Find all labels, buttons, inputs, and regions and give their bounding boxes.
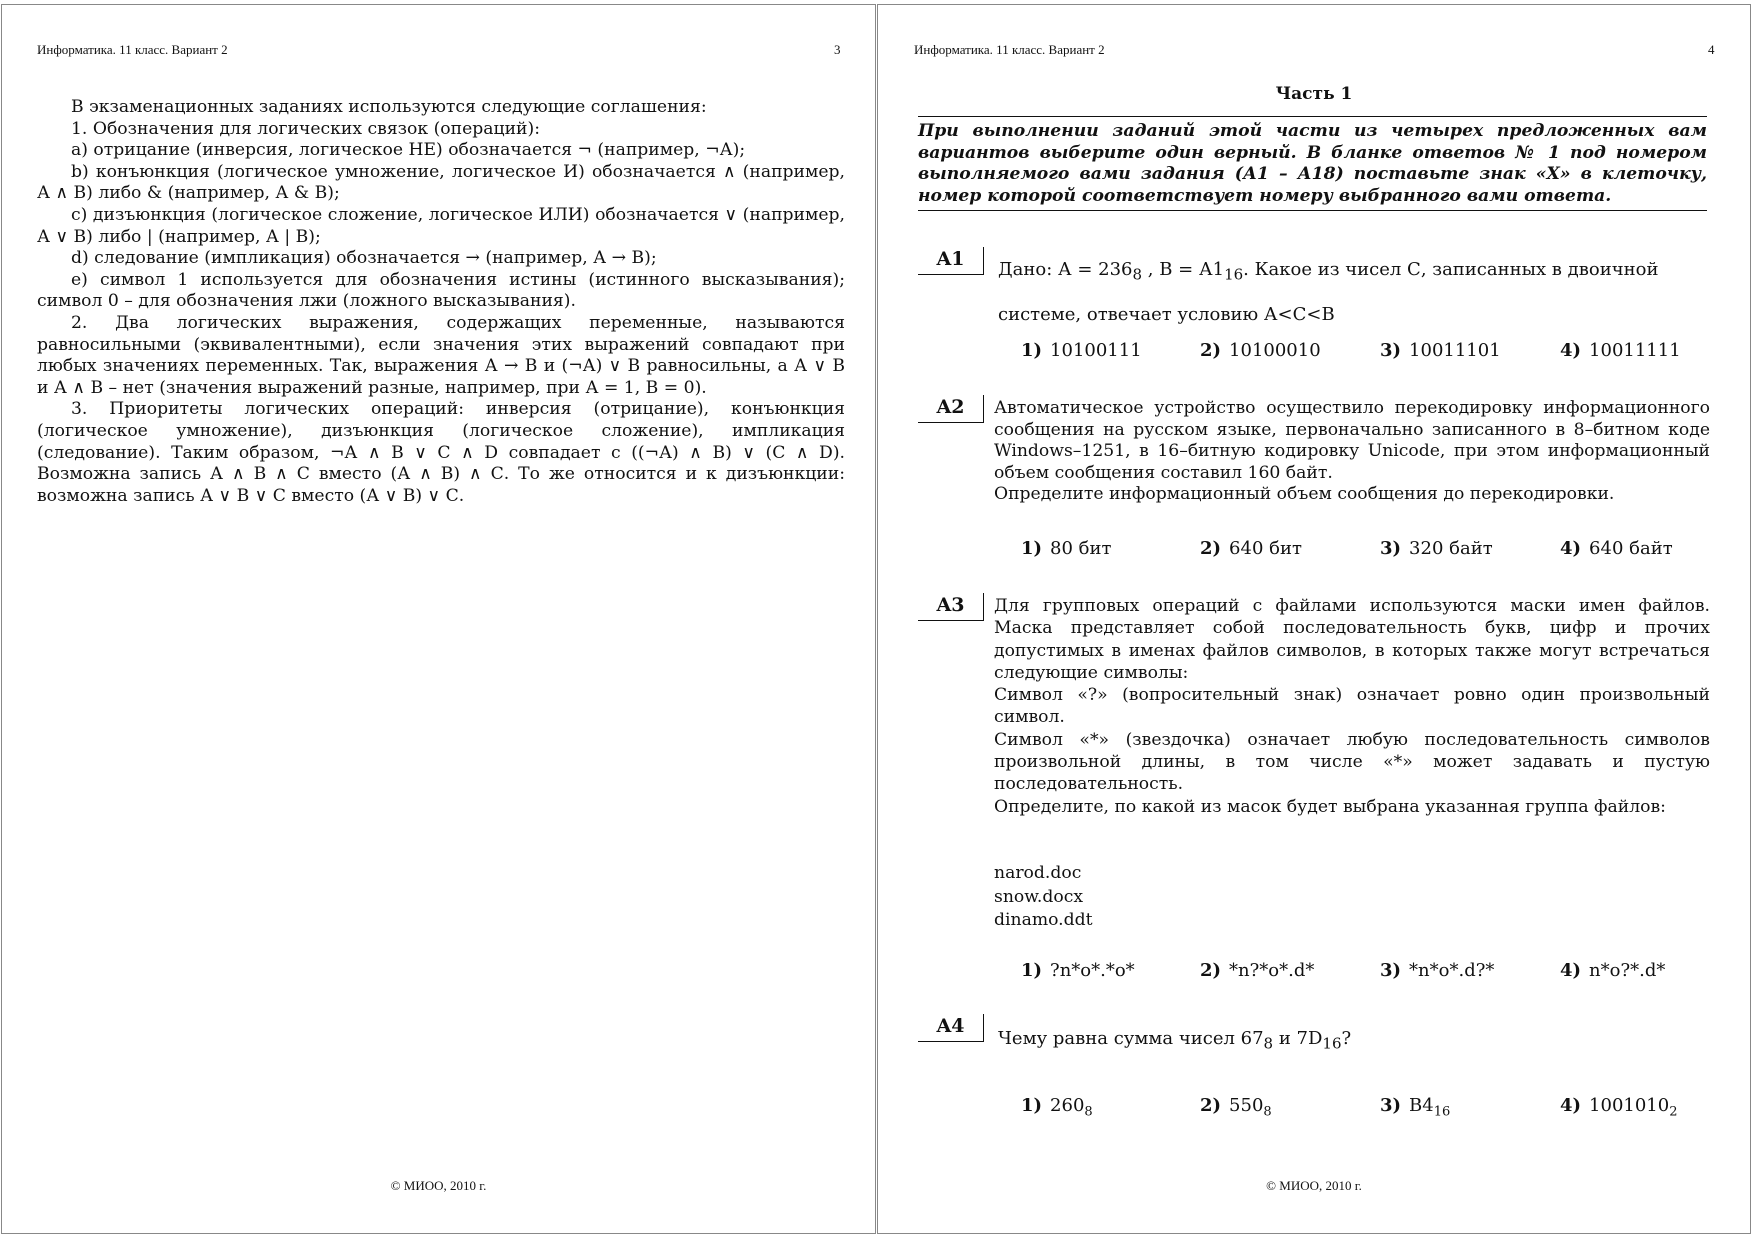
file-name: snow.docx bbox=[994, 886, 1084, 907]
conventions-item-1: 1. Обозначения для логических связок (операций): bbox=[71, 118, 540, 139]
page-number: 3 bbox=[834, 42, 841, 57]
answer-option: 1) ?n*o*.*o* bbox=[1021, 960, 1135, 981]
page-header-title: Информатика. 11 класс. Вариант 2 bbox=[914, 42, 1105, 57]
page-footer: © МИОО, 2010 г. bbox=[1266, 1178, 1362, 1193]
question-a2-text: Автоматическое устройство осуществило перекодировку информационного сообщения на русском языке, первоначально записанного в 8–битном коде Windows–1251, в 16–битную кодировку Unicode, при этом информационный объем сообщения составил 160 байт. Определите информационный объем сообщения до перекодировки. bbox=[994, 398, 1710, 505]
answer-option: 4) 640 байт bbox=[1560, 538, 1673, 559]
answer-option: 2) 10100010 bbox=[1200, 340, 1321, 361]
conventions-intro: В экзаменационных заданиях используются следующие соглашения: bbox=[71, 97, 707, 117]
conventions-item-3: 3. Приоритеты логических операций: инверсия (отрицание), конъюнкция (логическое умножение), дизъюнкция (логическое сложение), импликация (следование). Таким образом, ¬А ∧ В ∨ С ∧ D совпадает с ((¬А) ∧ В) ∨ (С ∧ D). Возможна запись А ∧ В ∧ С вместо (А ∧ В) ∧ С. То же относится и к дизъюнкции: возможна запись А ∨ В ∨ С вместо (А ∨ В) ∨ С. bbox=[37, 399, 845, 506]
answer-option: 3) 10011101 bbox=[1380, 340, 1501, 361]
question-number-a3: A3 bbox=[918, 593, 984, 621]
part-title: Часть 1 bbox=[1275, 84, 1353, 104]
question-a1-text-line2: системе, отвечает условию А<C<B bbox=[998, 304, 1335, 325]
right-page bbox=[877, 4, 1751, 1234]
conventions-item-c: c) дизъюнкция (логическое сложение, логическое ИЛИ) обозначается ∨ (например, А ∨ В) либо | (например, А | В); bbox=[37, 204, 845, 247]
question-a3-text: Для групповых операций с файлами используются маски имен файлов. Маска представляет собой последовательность букв, цифр и прочих допустимых в именах файлов символов, в которых также могут встречаться следующие символы: Символ «?» (вопросительный знак) означает ровно один произвольный символ. Символ «*» (звездочка) означает любую последовательность символов произвольной длины, в том числе «*» может задавать и пустую последовательность. Определите, по какой из масок будет выбрана указанная группа файлов: bbox=[994, 596, 1710, 817]
file-list bbox=[994, 862, 1710, 933]
part-instructions: При выполнении заданий этой части из четырех предложенных вам вариантов выберите один верный. В бланке ответов № 1 под номером выполняемого вами задания (А1 – А18) поставьте знак «X» в клеточку, номер которой соответствует номеру выбранного вами ответа. bbox=[918, 116, 1707, 211]
answer-option: 3) $B4_{16}$ bbox=[1380, 1095, 1451, 1120]
question-number-a1: A1 bbox=[918, 247, 984, 275]
conventions-item-a: a) отрицание (инверсия, логическое НЕ) обозначается ¬ (например, ¬А); bbox=[71, 140, 746, 161]
page-number: 4 bbox=[1708, 42, 1715, 57]
answer-option: 4) $1001010_2$ bbox=[1560, 1095, 1678, 1120]
answer-option: 4) n*o?*.d* bbox=[1560, 960, 1666, 981]
conventions-item-b: b) конъюнкция (логическое умножение, логическое И) обозначается ∧ (например, А ∧ В) либо & (например, А & В); bbox=[37, 161, 845, 204]
answer-option: 2) $550_8$ bbox=[1200, 1095, 1272, 1120]
answer-option: 1) $260_8$ bbox=[1021, 1095, 1093, 1120]
answer-option: 1) 10100111 bbox=[1021, 340, 1142, 361]
question-number-a2: A2 bbox=[918, 395, 984, 423]
question-a1-text: Дано: $А = 236_8$ , $В = А1_{16}$. Какое из чисел С, записанных в двоичной bbox=[998, 259, 1659, 284]
answer-option: 4) 10011111 bbox=[1560, 340, 1681, 361]
answer-option: 1) 80 бит bbox=[1021, 538, 1112, 559]
answer-option: 2) *n?*o*.d* bbox=[1200, 960, 1315, 981]
page-header-title: Информатика. 11 класс. Вариант 2 bbox=[37, 42, 228, 57]
question-a4-text: Чему равна сумма чисел $67_8$ и $7D_{16}$? bbox=[998, 1028, 1352, 1053]
answer-option: 3) *n*o*.d?* bbox=[1380, 960, 1495, 981]
file-name: dinamo.ddt bbox=[994, 910, 1093, 930]
answer-option: 3) 320 байт bbox=[1380, 538, 1493, 559]
conventions-item-e: e) символ 1 используется для обозначения истины (истинного высказывания); символ 0 – для обозначения лжи (ложного высказывания). bbox=[37, 269, 845, 312]
question-number-a4: A4 bbox=[918, 1014, 984, 1042]
conventions-text bbox=[37, 97, 845, 507]
answer-option: 2) 640 бит bbox=[1200, 538, 1302, 559]
page-footer: © МИОО, 2010 г. bbox=[390, 1178, 487, 1193]
conventions-item-d: d) следование (импликация) обозначается → (например, А → В); bbox=[71, 248, 657, 269]
left-page bbox=[1, 4, 876, 1234]
file-name: narod.doc bbox=[994, 863, 1082, 883]
conventions-item-2: 2. Два логических выражения, содержащих переменные, называются равносильными (эквивалентными), если значения этих выражений совпадают при любых значениях переменных. Так, выражения А → В и (¬А) ∨ В равносильны, а А ∨ В и А ∧ В – нет (значения выражений разные, например, при А = 1, В = 0). bbox=[37, 312, 845, 398]
